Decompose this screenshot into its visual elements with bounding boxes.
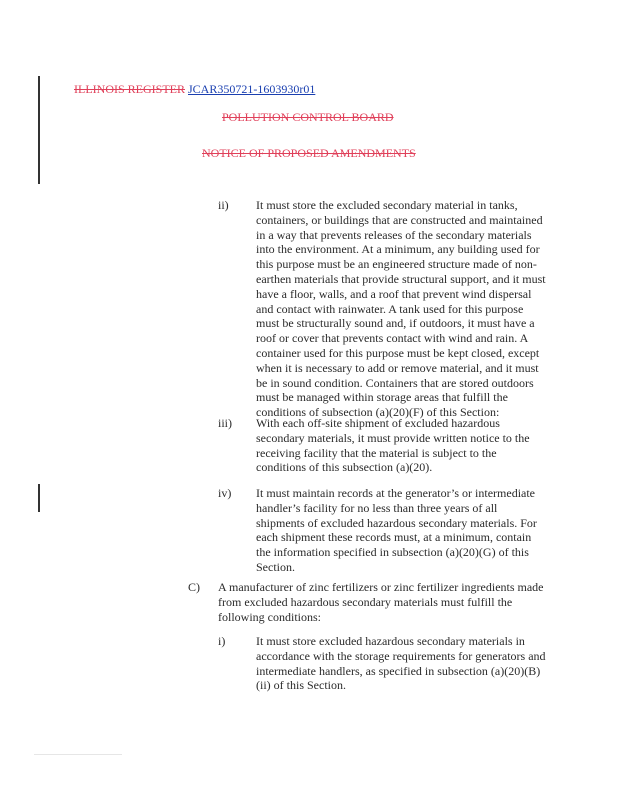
list-marker: iv) [218,486,232,500]
list-item-text: With each off-site shipment of excluded hazardous secondary materials, it must provide written notice to the receiving facility that the material is subject to the conditions of this subsection (a)(20). [256,416,530,475]
register-struck-text: ILLINOIS REGISTER [74,82,185,96]
list-item-iv [218,486,548,574]
change-bar-top [38,76,40,184]
list-marker: iii) [218,416,232,430]
change-bar-middle [38,484,40,512]
list-item-text: It must store the excluded secondary material in tanks, containers, or buildings that are constructed and maintained in a way that prevents releases of the secondary materials into the environment. At a minimum, any building used for this purpose must be an engineered structure made of non-earthen materials that provide structural support, and it must have a floor, walls, and a roof that prevent wind dispersal and contact with rainwater. A tank used for this purpose must be structurally sound and, if outdoors, it must have a roof or cover that prevents contact with wind and rain. A container used for this purpose must be kept closed, except when it is necessary to add or remove material, and it must be in sound condition. Containers that are stored outdoors must be managed within storage areas that fulfill the conditions of subsection (a)(20)(F) of this Section: [256,198,546,420]
list-item-ii [218,198,548,420]
notice-title: NOTICE OF PROPOSED AMENDMENTS [202,146,416,160]
list-item-i [218,634,548,698]
footer-rule [34,754,122,755]
list-item-text: It must maintain records at the generator’s or intermediate handler’s facility for no less than three years of all shipments of excluded hazardous secondary materials. For each shipment these records must, at a minimum, contain the information specified in subsection (a)(20)(G) of this Section. [256,486,537,574]
list-marker: i) [218,634,226,648]
board-title: POLLUTION CONTROL BOARD [222,110,394,124]
register-header [74,82,315,96]
register-inserted-text: JCAR350721-1603930r01 [188,82,316,96]
list-marker: C) [188,580,200,594]
list-item-iii [218,416,548,480]
list-marker: ii) [218,198,229,212]
list-item-text: A manufacturer of zinc fertilizers or zinc fertilizer ingredients made from excluded hazardous secondary materials must fulfill the following conditions: [218,580,544,624]
list-item-c [188,580,548,628]
list-item-text: It must store excluded hazardous secondary materials in accordance with the storage requirements for generators and intermediate handlers, as specified in subsection (a)(20)(B)(ii) of this Section. [256,634,546,693]
